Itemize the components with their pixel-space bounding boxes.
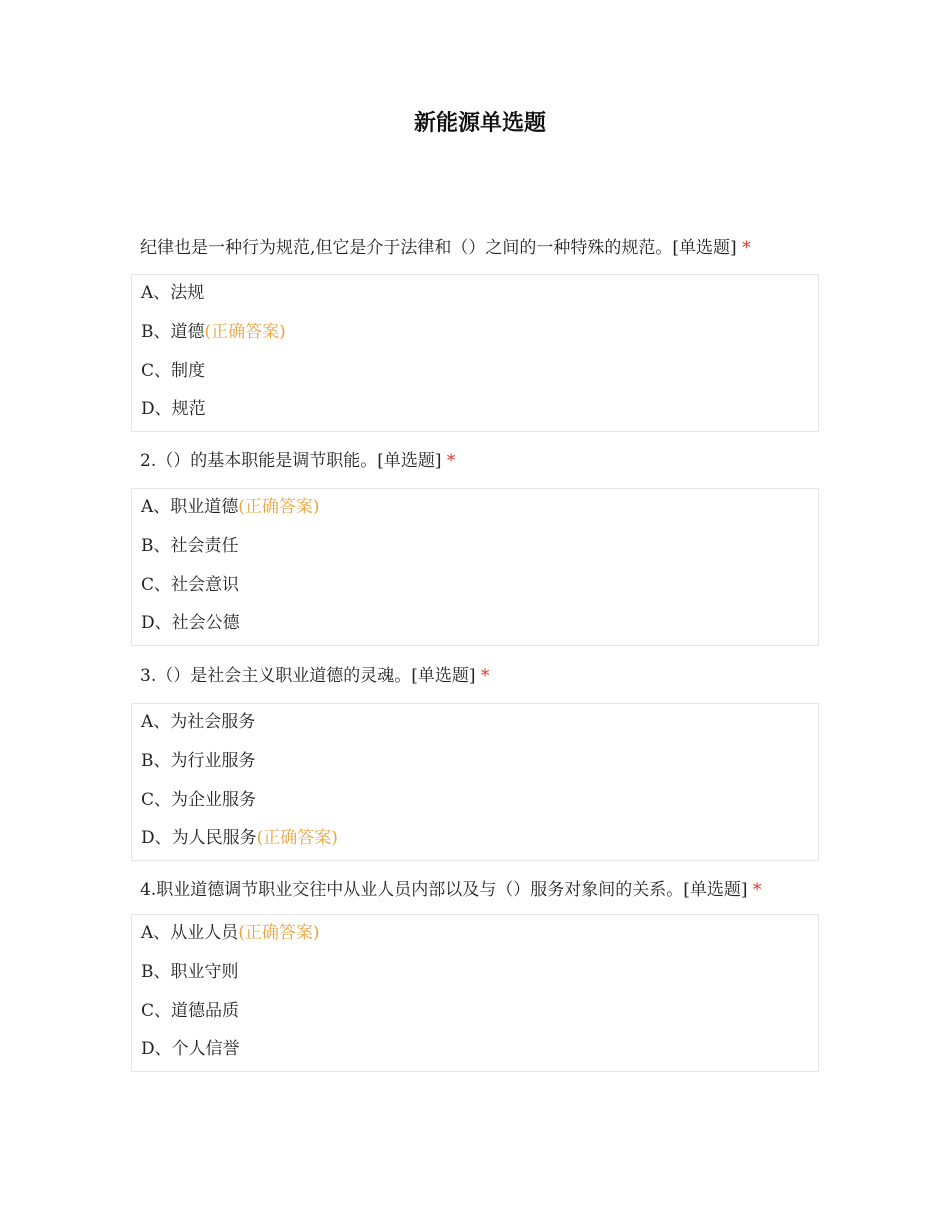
question-text: 2.（）的基本职能是调节职能。[单选题] * bbox=[140, 451, 456, 471]
option-b[interactable]: B、道德(正确答案) bbox=[141, 321, 286, 342]
question-text: 4.职业道德调节职业交往中从业人员内部以及与（）服务对象间的关系。[单选题] * bbox=[140, 880, 762, 900]
required-mark: * bbox=[742, 238, 751, 258]
options-box bbox=[131, 703, 819, 861]
option-d[interactable]: D、为人民服务(正确答案) bbox=[141, 828, 338, 849]
option-c[interactable]: C、道德品质 bbox=[141, 1000, 240, 1021]
option-a[interactable]: A、为社会服务 bbox=[141, 712, 256, 732]
option-d[interactable]: D、社会公德 bbox=[141, 613, 240, 634]
question-2 bbox=[131, 444, 819, 646]
correct-answer-note: (正确答案) bbox=[238, 497, 320, 517]
correct-answer-note: (正确答案) bbox=[238, 923, 320, 943]
question-4 bbox=[131, 873, 819, 1072]
required-mark: * bbox=[480, 666, 490, 686]
option-d[interactable]: D、规范 bbox=[141, 399, 206, 420]
required-mark: * bbox=[752, 880, 762, 900]
option-b[interactable]: B、社会责任 bbox=[141, 535, 239, 556]
options-box bbox=[131, 488, 819, 646]
correct-answer-note: (正确答案) bbox=[256, 828, 338, 849]
option-c[interactable]: C、制度 bbox=[141, 360, 206, 381]
option-a[interactable]: A、职业道德(正确答案) bbox=[141, 497, 320, 517]
correct-answer-note: (正确答案) bbox=[204, 321, 286, 342]
option-a[interactable]: A、从业人员(正确答案) bbox=[141, 923, 320, 943]
page-title: 新能源单选题 bbox=[413, 111, 546, 136]
required-mark: * bbox=[446, 451, 456, 471]
question-1 bbox=[131, 231, 819, 432]
option-c[interactable]: C、为企业服务 bbox=[141, 789, 257, 810]
question-3 bbox=[131, 659, 819, 861]
question-text: 3.（）是社会主义职业道德的灵魂。[单选题] * bbox=[140, 666, 490, 686]
option-a[interactable]: A、法规 bbox=[141, 283, 205, 303]
option-b[interactable]: B、为行业服务 bbox=[141, 750, 256, 771]
question-text: 纪律也是一种行为规范,但它是介于法律和（）之间的一种特殊的规范。[单选题] * bbox=[140, 238, 751, 258]
options-box bbox=[131, 274, 819, 432]
option-c[interactable]: C、社会意识 bbox=[141, 574, 240, 595]
options-box bbox=[131, 914, 819, 1072]
option-b[interactable]: B、职业守则 bbox=[141, 961, 239, 982]
option-d[interactable]: D、个人信誉 bbox=[141, 1039, 240, 1060]
